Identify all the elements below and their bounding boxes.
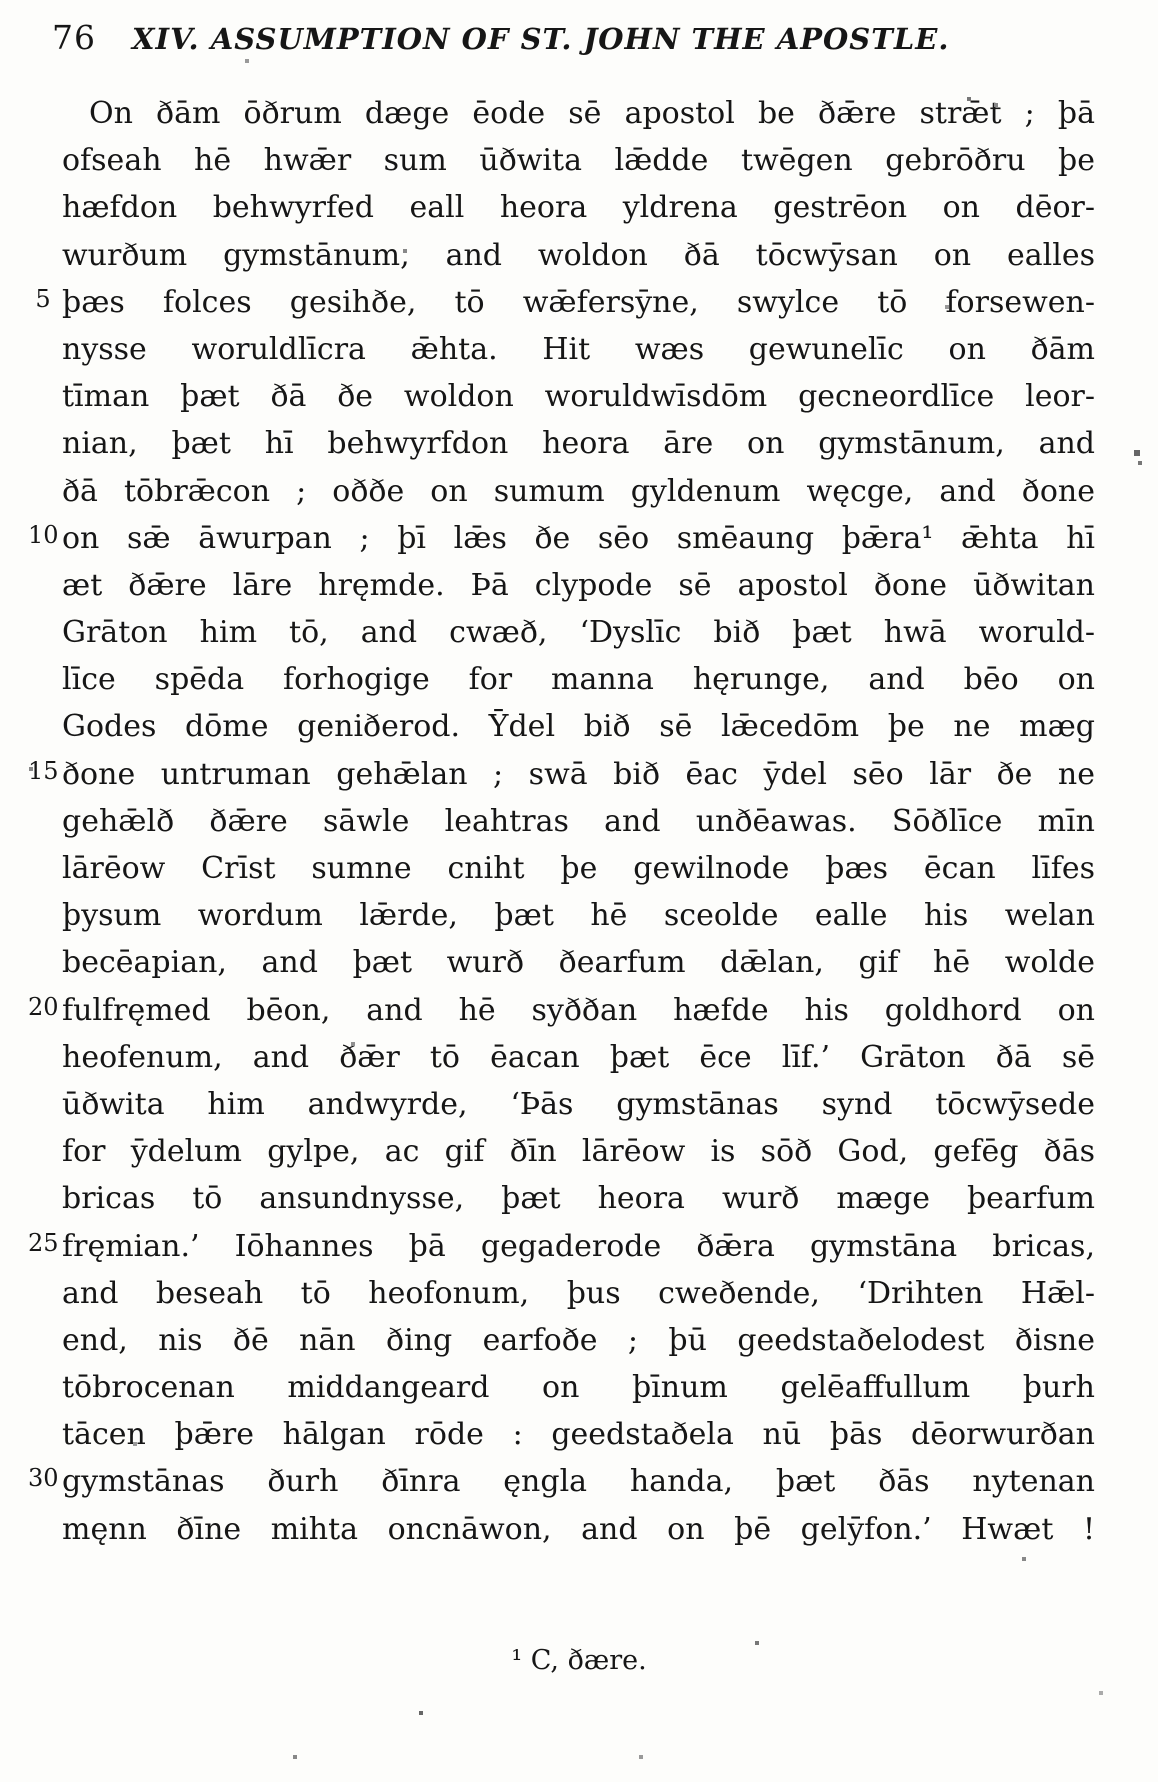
line-text: æt ðǣre lāre hręmde. Þā clypode sē apostol ðone ūðwitan [62, 567, 1095, 603]
line-text: nysse woruldlīcra ǣhta. Hit wæs gewunelīc on ðām [62, 331, 1095, 367]
line-text: męnn ðīne mihta oncnāwon, and on þē gelȳfon.’ Hwæt ! [62, 1511, 1095, 1547]
line-number: 20 [28, 992, 59, 1021]
text-line [62, 232, 1095, 279]
text-body [28, 90, 1095, 1553]
line-text: and beseah tō heofonum, þus cweðende, ‘Drihten Hǣl- [62, 1275, 1095, 1311]
text-line [62, 326, 1095, 373]
text-line [62, 184, 1095, 231]
line-text: fręmian.’ Iōhannes þā gegaderode ðǣra gymstāna bricas, [62, 1228, 1095, 1264]
line-text: þysum wordum lǣrde, þæt hē sceolde ealle his welan [62, 898, 1095, 934]
text-line [62, 1364, 1095, 1411]
text-line [62, 609, 1095, 656]
text-line [62, 1034, 1095, 1081]
line-text: On ðām ōðrum dæge ēode sē apostol be ðǣre strǣt ; þā [89, 96, 1095, 131]
text-line [62, 1175, 1095, 1222]
line-number: 25 [28, 1228, 59, 1257]
text-line [62, 373, 1095, 420]
line-text: ūðwita him andwyrde, ‘Þās gymstānas synd tōcwȳsede [62, 1086, 1095, 1122]
text-line [28, 1458, 1095, 1505]
line-text: for ȳdelum gylpe, ac gif ðīn lārēow is sōð God, gefēg ðās [62, 1134, 1095, 1170]
running-title: XIV. ASSUMPTION OF ST. JOHN THE APOSTLE. [132, 22, 950, 56]
line-text: tācen þǣre hālgan rōde : geedstaðela nū þās dēorwurðan [62, 1417, 1095, 1453]
text-line [62, 845, 1095, 892]
text-line [28, 1223, 1095, 1270]
text-line [62, 656, 1095, 703]
text-line [62, 892, 1095, 939]
page-header [52, 18, 1118, 57]
line-number: 10 [28, 520, 59, 549]
line-text: bricas tō ansundnysse, þæt heora wurð mæge þearfum [62, 1181, 1095, 1217]
line-text: tīman þæt ðā ðe woldon woruldwīsdōm gecneordlīce leor- [62, 379, 1095, 415]
scan-noise-specks [0, 0, 2, 2]
footnote: ¹ C, ðære. [511, 1645, 647, 1676]
text-line [62, 1128, 1095, 1175]
text-line [62, 1411, 1095, 1458]
line-text: Godes dōme geniðerod. Ȳdel bið sē lǣcedōm þe ne mæg [62, 709, 1095, 745]
line-text: ðā tōbrǣcon ; oððe on sumum gyldenum węcge, and ðone [62, 473, 1095, 509]
line-text: end, nis ðē nān ðing earfoðe ; þū geedstaðelodest ðisne [62, 1322, 1095, 1358]
line-number: 5 [35, 284, 51, 313]
line-text: gymstānas ðurh ðīnra ęngla handa, þæt ðās nytenan [62, 1464, 1095, 1500]
line-text: heofenum, and ðǣr tō ēacan þæt ēce līf.’ Grāton ðā sē [62, 1039, 1095, 1075]
line-text: gehǣlð ðǣre sāwle leahtras and unðēawas. Sōðlīce mīn [62, 803, 1095, 839]
line-number: 30 [28, 1464, 59, 1493]
text-line [28, 515, 1095, 562]
text-line [62, 562, 1095, 609]
text-line [28, 751, 1095, 798]
line-text: on sǣ āwurpan ; þī lǣs ðe sēo smēaung þǣra¹ ǣhta hī [62, 520, 1095, 556]
line-text: nian, þæt hī behwyrfdon heora āre on gymstānum, and [62, 426, 1095, 462]
line-text: tōbrocenan middangeard on þīnum gelēaffullum þurh [62, 1370, 1095, 1406]
text-line [35, 279, 1095, 326]
line-text: ofseah hē hwǣr sum ūðwita lǣdde twēgen gebrōðru þe [62, 143, 1095, 179]
line-text: ðone untruman gehǣlan ; swā bið ēac ȳdel sēo lār ðe ne [62, 756, 1095, 792]
text-line [62, 1081, 1095, 1128]
text-line [62, 420, 1095, 467]
line-text: hæfdon behwyrfed eall heora yldrena gestrēon on dēor- [62, 190, 1095, 226]
text-line [62, 798, 1095, 845]
line-text: wurðum gymstānum, and woldon ðā tōcwȳsan on ealles [62, 237, 1095, 273]
text-line [62, 1317, 1095, 1364]
line-text: fulfręmed bēon, and hē syððan hæfde his goldhord on [62, 992, 1095, 1028]
text-line [62, 90, 1095, 137]
line-number: 15 [28, 756, 59, 785]
text-line [62, 137, 1095, 184]
line-text: Grāton him tō, and cwæð, ‘Dyslīc bið þæt hwā woruld- [62, 615, 1095, 651]
line-text: lārēow Crīst sumne cniht þe gewilnode þæs ēcan līfes [62, 851, 1095, 886]
text-line [28, 987, 1095, 1034]
line-text: þæs folces gesihðe, tō wǣfersȳne, swylce tō forsewen- [62, 284, 1095, 320]
text-line [62, 703, 1095, 750]
text-line [62, 1270, 1095, 1317]
page-number: 76 [52, 18, 96, 57]
line-text: becēapian, and þæt wurð ðearfum dǣlan, gif hē wolde [62, 945, 1095, 981]
text-line [62, 1506, 1095, 1553]
text-line [62, 468, 1095, 515]
text-line [62, 939, 1095, 986]
line-text: līce spēda forhogige for manna hęrunge, and bēo on [62, 662, 1095, 698]
